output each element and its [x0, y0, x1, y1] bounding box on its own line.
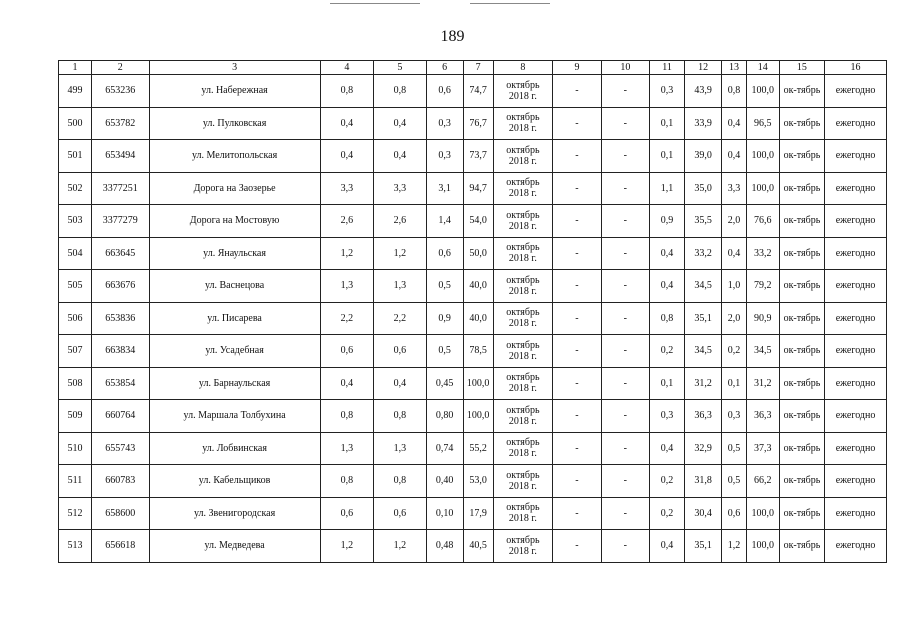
table-row	[59, 335, 887, 368]
cell-c13: 1,2	[722, 530, 747, 563]
cell-num: 501	[59, 140, 92, 173]
cell-c12: 39,0	[685, 140, 722, 173]
cell-c13: 0,1	[722, 367, 747, 400]
cell-date: октябрь 2018 г.	[493, 400, 553, 433]
cell-c4: 0,6	[320, 335, 374, 368]
cell-freq: ежегодно	[825, 530, 887, 563]
cell-c10: -	[601, 497, 649, 530]
cell-c13: 0,2	[722, 335, 747, 368]
cell-c14: 96,5	[746, 107, 779, 140]
cell-c10: -	[601, 172, 649, 205]
column-header-2: 2	[91, 61, 149, 75]
cell-c5: 2,2	[374, 302, 427, 335]
cell-month: ок-тябрь	[779, 497, 824, 530]
cell-name: ул. Лобвинская	[149, 432, 320, 465]
cell-name: ул. Кабельщиков	[149, 465, 320, 498]
cell-c10: -	[601, 335, 649, 368]
cell-num: 510	[59, 432, 92, 465]
cell-c4: 0,4	[320, 107, 374, 140]
cell-code: 653494	[91, 140, 149, 173]
cell-c13: 0,8	[722, 75, 747, 108]
cell-num: 508	[59, 367, 92, 400]
cell-c11: 0,2	[650, 497, 685, 530]
cell-c12: 32,9	[685, 432, 722, 465]
column-header-6: 6	[426, 61, 463, 75]
cell-c6: 0,74	[426, 432, 463, 465]
cell-c10: -	[601, 400, 649, 433]
cell-c9: -	[553, 172, 601, 205]
cell-c11: 0,3	[650, 400, 685, 433]
cell-num: 511	[59, 465, 92, 498]
cell-freq: ежегодно	[825, 497, 887, 530]
cell-c12: 35,5	[685, 205, 722, 238]
cell-c12: 33,2	[685, 237, 722, 270]
table-row	[59, 497, 887, 530]
cell-c4: 1,2	[320, 237, 374, 270]
cell-freq: ежегодно	[825, 75, 887, 108]
cell-c11: 0,9	[650, 205, 685, 238]
cell-date: октябрь 2018 г.	[493, 237, 553, 270]
cell-c9: -	[553, 465, 601, 498]
cell-name: ул. Барнаульская	[149, 367, 320, 400]
cell-c10: -	[601, 530, 649, 563]
cell-c10: -	[601, 75, 649, 108]
cell-c7: 53,0	[463, 465, 493, 498]
table-row	[59, 107, 887, 140]
cell-c6: 0,3	[426, 140, 463, 173]
cell-freq: ежегодно	[825, 400, 887, 433]
cell-c9: -	[553, 237, 601, 270]
cell-c10: -	[601, 140, 649, 173]
column-header-3: 3	[149, 61, 320, 75]
cell-name: ул. Набережная	[149, 75, 320, 108]
cell-name: ул. Маршала Толбухина	[149, 400, 320, 433]
cell-c6: 0,80	[426, 400, 463, 433]
cell-c13: 0,4	[722, 237, 747, 270]
cell-c6: 1,4	[426, 205, 463, 238]
cell-month: ок-тябрь	[779, 400, 824, 433]
cell-num: 502	[59, 172, 92, 205]
cell-c6: 0,9	[426, 302, 463, 335]
cell-c11: 0,4	[650, 237, 685, 270]
cell-date: октябрь 2018 г.	[493, 172, 553, 205]
cell-c14: 100,0	[746, 75, 779, 108]
cell-name: ул. Васнецова	[149, 270, 320, 303]
cell-c11: 0,8	[650, 302, 685, 335]
table-row	[59, 432, 887, 465]
cell-c14: 36,3	[746, 400, 779, 433]
cell-c9: -	[553, 75, 601, 108]
cell-c14: 66,2	[746, 465, 779, 498]
cell-code: 656618	[91, 530, 149, 563]
cell-date: октябрь 2018 г.	[493, 205, 553, 238]
cell-num: 507	[59, 335, 92, 368]
road-register-table	[58, 60, 887, 563]
cell-c13: 0,5	[722, 465, 747, 498]
scan-edge-marks	[0, 0, 905, 8]
cell-c11: 0,1	[650, 107, 685, 140]
cell-code: 660764	[91, 400, 149, 433]
cell-num: 503	[59, 205, 92, 238]
cell-c5: 0,8	[374, 75, 427, 108]
cell-name: Дорога на Мостовую	[149, 205, 320, 238]
table-row	[59, 172, 887, 205]
cell-freq: ежегодно	[825, 205, 887, 238]
cell-num: 512	[59, 497, 92, 530]
table-row	[59, 140, 887, 173]
column-header-16: 16	[825, 61, 887, 75]
cell-c7: 17,9	[463, 497, 493, 530]
cell-c7: 50,0	[463, 237, 493, 270]
cell-c14: 100,0	[746, 497, 779, 530]
cell-c11: 0,1	[650, 140, 685, 173]
table-row	[59, 400, 887, 433]
column-header-4: 4	[320, 61, 374, 75]
cell-month: ок-тябрь	[779, 107, 824, 140]
cell-c6: 0,6	[426, 75, 463, 108]
cell-c7: 73,7	[463, 140, 493, 173]
cell-c4: 0,6	[320, 497, 374, 530]
column-header-7: 7	[463, 61, 493, 75]
cell-c6: 0,5	[426, 270, 463, 303]
column-header-13: 13	[722, 61, 747, 75]
cell-c9: -	[553, 205, 601, 238]
cell-c9: -	[553, 302, 601, 335]
cell-date: октябрь 2018 г.	[493, 432, 553, 465]
cell-month: ок-тябрь	[779, 75, 824, 108]
cell-c4: 2,2	[320, 302, 374, 335]
cell-num: 500	[59, 107, 92, 140]
column-header-14: 14	[746, 61, 779, 75]
cell-c7: 76,7	[463, 107, 493, 140]
cell-c11: 0,2	[650, 335, 685, 368]
cell-c13: 0,3	[722, 400, 747, 433]
cell-c13: 0,4	[722, 107, 747, 140]
cell-c7: 100,0	[463, 367, 493, 400]
cell-c12: 34,5	[685, 335, 722, 368]
cell-c7: 78,5	[463, 335, 493, 368]
cell-c7: 40,5	[463, 530, 493, 563]
cell-code: 655743	[91, 432, 149, 465]
cell-c4: 1,3	[320, 432, 374, 465]
table-row	[59, 237, 887, 270]
cell-date: октябрь 2018 г.	[493, 75, 553, 108]
cell-c9: -	[553, 107, 601, 140]
cell-c12: 36,3	[685, 400, 722, 433]
cell-c13: 0,4	[722, 140, 747, 173]
cell-c14: 79,2	[746, 270, 779, 303]
cell-code: 658600	[91, 497, 149, 530]
cell-c4: 0,8	[320, 75, 374, 108]
cell-c5: 1,2	[374, 530, 427, 563]
cell-code: 3377251	[91, 172, 149, 205]
cell-name: ул. Писарева	[149, 302, 320, 335]
table-row	[59, 205, 887, 238]
cell-c5: 0,6	[374, 335, 427, 368]
cell-code: 660783	[91, 465, 149, 498]
cell-c7: 40,0	[463, 270, 493, 303]
cell-c4: 0,4	[320, 140, 374, 173]
cell-freq: ежегодно	[825, 237, 887, 270]
cell-c11: 1,1	[650, 172, 685, 205]
cell-c5: 1,3	[374, 270, 427, 303]
cell-c5: 0,4	[374, 367, 427, 400]
cell-c7: 54,0	[463, 205, 493, 238]
cell-freq: ежегодно	[825, 465, 887, 498]
cell-c10: -	[601, 367, 649, 400]
cell-c7: 100,0	[463, 400, 493, 433]
cell-freq: ежегодно	[825, 107, 887, 140]
cell-c13: 1,0	[722, 270, 747, 303]
cell-c12: 35,1	[685, 302, 722, 335]
cell-c5: 0,8	[374, 400, 427, 433]
cell-month: ок-тябрь	[779, 205, 824, 238]
cell-date: октябрь 2018 г.	[493, 367, 553, 400]
cell-c13: 0,5	[722, 432, 747, 465]
cell-c4: 0,8	[320, 465, 374, 498]
cell-c4: 0,4	[320, 367, 374, 400]
header-row	[59, 61, 887, 75]
cell-freq: ежегодно	[825, 367, 887, 400]
cell-c10: -	[601, 302, 649, 335]
cell-c14: 90,9	[746, 302, 779, 335]
cell-date: октябрь 2018 г.	[493, 530, 553, 563]
cell-c7: 74,7	[463, 75, 493, 108]
cell-month: ок-тябрь	[779, 237, 824, 270]
cell-month: ок-тябрь	[779, 432, 824, 465]
cell-c9: -	[553, 140, 601, 173]
cell-name: ул. Янаульская	[149, 237, 320, 270]
column-header-11: 11	[650, 61, 685, 75]
cell-c11: 0,4	[650, 530, 685, 563]
cell-c5: 0,4	[374, 140, 427, 173]
scan-edge-mark	[330, 3, 420, 4]
cell-code: 663645	[91, 237, 149, 270]
cell-c10: -	[601, 205, 649, 238]
cell-c6: 0,40	[426, 465, 463, 498]
cell-c7: 40,0	[463, 302, 493, 335]
cell-c9: -	[553, 432, 601, 465]
column-header-8: 8	[493, 61, 553, 75]
cell-c5: 0,6	[374, 497, 427, 530]
cell-month: ок-тябрь	[779, 302, 824, 335]
cell-date: октябрь 2018 г.	[493, 497, 553, 530]
cell-c5: 2,6	[374, 205, 427, 238]
cell-freq: ежегодно	[825, 432, 887, 465]
cell-name: ул. Звенигородская	[149, 497, 320, 530]
cell-num: 504	[59, 237, 92, 270]
table-row	[59, 302, 887, 335]
column-header-10: 10	[601, 61, 649, 75]
table-row	[59, 270, 887, 303]
cell-c12: 30,4	[685, 497, 722, 530]
cell-c9: -	[553, 367, 601, 400]
cell-c14: 34,5	[746, 335, 779, 368]
cell-date: октябрь 2018 г.	[493, 465, 553, 498]
cell-c11: 0,4	[650, 432, 685, 465]
cell-c6: 0,45	[426, 367, 463, 400]
cell-date: октябрь 2018 г.	[493, 107, 553, 140]
cell-name: Дорога на Заозерье	[149, 172, 320, 205]
cell-freq: ежегодно	[825, 270, 887, 303]
cell-c14: 100,0	[746, 530, 779, 563]
cell-c14: 76,6	[746, 205, 779, 238]
cell-c6: 0,6	[426, 237, 463, 270]
cell-c6: 0,10	[426, 497, 463, 530]
cell-c12: 35,1	[685, 530, 722, 563]
cell-freq: ежегодно	[825, 172, 887, 205]
cell-num: 505	[59, 270, 92, 303]
cell-c9: -	[553, 270, 601, 303]
cell-c11: 0,2	[650, 465, 685, 498]
column-header-12: 12	[685, 61, 722, 75]
cell-name: ул. Усадебная	[149, 335, 320, 368]
cell-c12: 43,9	[685, 75, 722, 108]
cell-c4: 3,3	[320, 172, 374, 205]
cell-c4: 1,2	[320, 530, 374, 563]
cell-c9: -	[553, 530, 601, 563]
cell-c9: -	[553, 335, 601, 368]
cell-c7: 55,2	[463, 432, 493, 465]
cell-name: ул. Медведева	[149, 530, 320, 563]
cell-c11: 0,4	[650, 270, 685, 303]
cell-code: 653854	[91, 367, 149, 400]
cell-c14: 37,3	[746, 432, 779, 465]
cell-c12: 33,9	[685, 107, 722, 140]
cell-c4: 2,6	[320, 205, 374, 238]
cell-freq: ежегодно	[825, 140, 887, 173]
cell-date: октябрь 2018 г.	[493, 335, 553, 368]
cell-c9: -	[553, 400, 601, 433]
page-number: 189	[440, 28, 465, 45]
cell-code: 653836	[91, 302, 149, 335]
cell-num: 509	[59, 400, 92, 433]
cell-date: октябрь 2018 г.	[493, 302, 553, 335]
cell-c5: 3,3	[374, 172, 427, 205]
cell-code: 3377279	[91, 205, 149, 238]
cell-c4: 0,8	[320, 400, 374, 433]
cell-c10: -	[601, 465, 649, 498]
cell-month: ок-тябрь	[779, 367, 824, 400]
cell-c12: 31,2	[685, 367, 722, 400]
cell-code: 653782	[91, 107, 149, 140]
cell-c14: 100,0	[746, 140, 779, 173]
cell-c5: 1,2	[374, 237, 427, 270]
cell-freq: ежегодно	[825, 335, 887, 368]
table-body	[59, 75, 887, 563]
cell-c14: 33,2	[746, 237, 779, 270]
cell-num: 499	[59, 75, 92, 108]
column-header-5: 5	[374, 61, 427, 75]
cell-c12: 34,5	[685, 270, 722, 303]
table-row	[59, 530, 887, 563]
cell-c5: 0,8	[374, 465, 427, 498]
table-row	[59, 465, 887, 498]
column-header-9: 9	[553, 61, 601, 75]
cell-month: ок-тябрь	[779, 172, 824, 205]
cell-num: 506	[59, 302, 92, 335]
cell-c12: 31,8	[685, 465, 722, 498]
cell-c10: -	[601, 107, 649, 140]
table-row	[59, 75, 887, 108]
cell-c11: 0,1	[650, 367, 685, 400]
scan-edge-mark	[470, 3, 550, 4]
cell-code: 653236	[91, 75, 149, 108]
table-header	[59, 61, 887, 75]
cell-c10: -	[601, 432, 649, 465]
cell-date: октябрь 2018 г.	[493, 270, 553, 303]
cell-c6: 0,3	[426, 107, 463, 140]
cell-c9: -	[553, 497, 601, 530]
cell-month: ок-тябрь	[779, 530, 824, 563]
cell-c13: 2,0	[722, 205, 747, 238]
cell-c5: 0,4	[374, 107, 427, 140]
cell-month: ок-тябрь	[779, 270, 824, 303]
cell-code: 663834	[91, 335, 149, 368]
cell-name: ул. Мелитопольская	[149, 140, 320, 173]
cell-c10: -	[601, 237, 649, 270]
cell-c12: 35,0	[685, 172, 722, 205]
cell-c6: 0,5	[426, 335, 463, 368]
cell-num: 513	[59, 530, 92, 563]
column-header-1: 1	[59, 61, 92, 75]
cell-c14: 100,0	[746, 172, 779, 205]
cell-month: ок-тябрь	[779, 465, 824, 498]
cell-name: ул. Пулковская	[149, 107, 320, 140]
cell-code: 663676	[91, 270, 149, 303]
table-row	[59, 367, 887, 400]
column-header-15: 15	[779, 61, 824, 75]
cell-c6: 0,48	[426, 530, 463, 563]
cell-c5: 1,3	[374, 432, 427, 465]
cell-c4: 1,3	[320, 270, 374, 303]
cell-c14: 31,2	[746, 367, 779, 400]
cell-month: ок-тябрь	[779, 140, 824, 173]
cell-c13: 2,0	[722, 302, 747, 335]
cell-c7: 94,7	[463, 172, 493, 205]
cell-c13: 3,3	[722, 172, 747, 205]
cell-c13: 0,6	[722, 497, 747, 530]
cell-date: октябрь 2018 г.	[493, 140, 553, 173]
cell-freq: ежегодно	[825, 302, 887, 335]
cell-month: ок-тябрь	[779, 335, 824, 368]
cell-c6: 3,1	[426, 172, 463, 205]
cell-c10: -	[601, 270, 649, 303]
cell-c11: 0,3	[650, 75, 685, 108]
